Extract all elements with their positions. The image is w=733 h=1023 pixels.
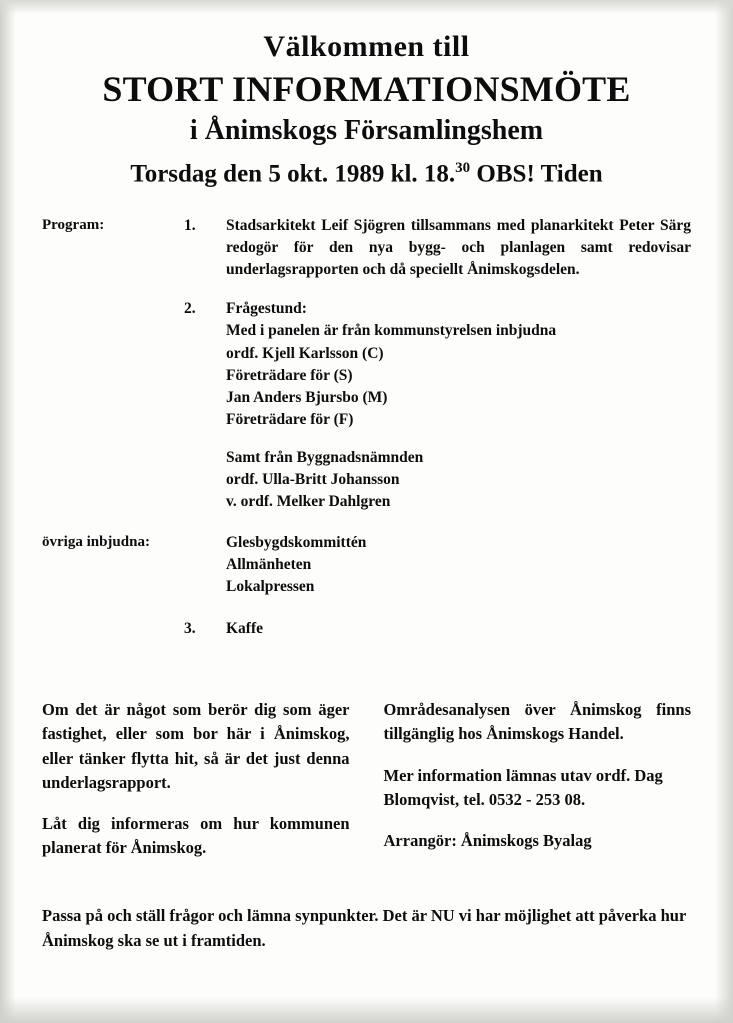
panel-member: Företrädare för (S) — [226, 367, 353, 385]
program-item-2-heading: Frågestund: — [226, 300, 307, 318]
program-item-3 — [42, 618, 691, 640]
guests-list — [226, 532, 691, 598]
scan-edge-bottom — [0, 997, 733, 1023]
right-paragraph-3: Arrangör: Ånimskogs Byalag — [383, 830, 592, 850]
header-welcome: Välkommen till — [263, 30, 470, 63]
program-item-2-number: 2. — [184, 300, 196, 318]
program-item-2-body — [226, 298, 691, 513]
panel-member: Företrädare för (F) — [226, 411, 354, 429]
building-committee-member: v. ordf. Melker Dahlgren — [226, 493, 391, 511]
body-columns — [42, 698, 691, 859]
program-item-2-intro: Med i panelen är från kommunstyrelsen inbjudna — [226, 322, 557, 340]
program-item-1-number: 1. — [184, 217, 196, 235]
right-paragraph-1: Områdesanalysen över Ånimskog finns tillgänglig hos Ånimskogs Handel. — [383, 700, 691, 744]
panel-list — [226, 343, 691, 431]
program-item-1-text: Stadsarkitekt Leif Sjögren tillsammans med planarkitekt Peter Särg redogör för den nya bygg- och planlagen samt redovisar underlagsrapporten och då speciellt Ånimskogsdelen. — [226, 217, 691, 279]
header-datetime-prefix: Torsdag den 5 okt. 1989 kl. 18. — [130, 160, 456, 188]
program-item-3-text: Kaffe — [226, 620, 264, 638]
left-paragraph-2: Låt dig informeras om hur kommunen planerat för Ånimskog. — [42, 813, 350, 857]
guests-label: övriga inbjudna: — [42, 534, 150, 551]
guest-item: Allmänheten — [226, 556, 312, 574]
poster-header — [42, 0, 691, 189]
header-venue: i Ånimskogs Församlingshem — [189, 114, 544, 146]
program-label: Program: — [42, 217, 105, 234]
header-datetime-suffix: OBS! Tiden — [470, 160, 603, 188]
panel-member: ordf. Kjell Karlsson (C) — [226, 345, 384, 363]
building-committee-member: ordf. Ulla-Britt Johansson — [226, 471, 400, 489]
header-datetime-minutes: 30 — [455, 160, 471, 177]
building-committee-group — [226, 447, 691, 513]
column-right — [384, 698, 692, 859]
column-left — [42, 698, 350, 859]
scan-edge-left — [0, 0, 16, 1023]
program-item-1 — [42, 215, 691, 281]
guests-row — [42, 532, 691, 598]
scan-edge-right — [715, 0, 733, 1023]
program-item-3-number: 3. — [184, 620, 196, 638]
right-paragraph-2: Mer information lämnas utav ordf. Dag Blomqvist, tel. 0532 - 253 08. — [383, 765, 663, 809]
footer-call-to-action: Passa på och ställ frågor och lämna synpunkter. Det är NU vi har möjlighet att påverka hur Ånimskog ska se ut i framtiden. — [42, 905, 686, 950]
panel-member: Jan Anders Bjursbo (M) — [226, 389, 388, 407]
guest-item: Glesbygdskommittén — [226, 534, 367, 552]
header-datetime — [42, 159, 691, 189]
header-main-title: STORT INFORMATIONSMÖTE — [102, 68, 631, 109]
left-paragraph-1: Om det är något som berör dig som äger fastighet, eller som bor här i Ånimskog, eller tänker flytta hit, så är det just denna underlagsrapport. — [42, 700, 350, 792]
program-item-2 — [42, 298, 691, 513]
program-section — [42, 215, 691, 640]
guest-item: Lokalpressen — [226, 578, 315, 596]
building-committee-title: Samt från Byggnadsnämnden — [226, 449, 424, 467]
